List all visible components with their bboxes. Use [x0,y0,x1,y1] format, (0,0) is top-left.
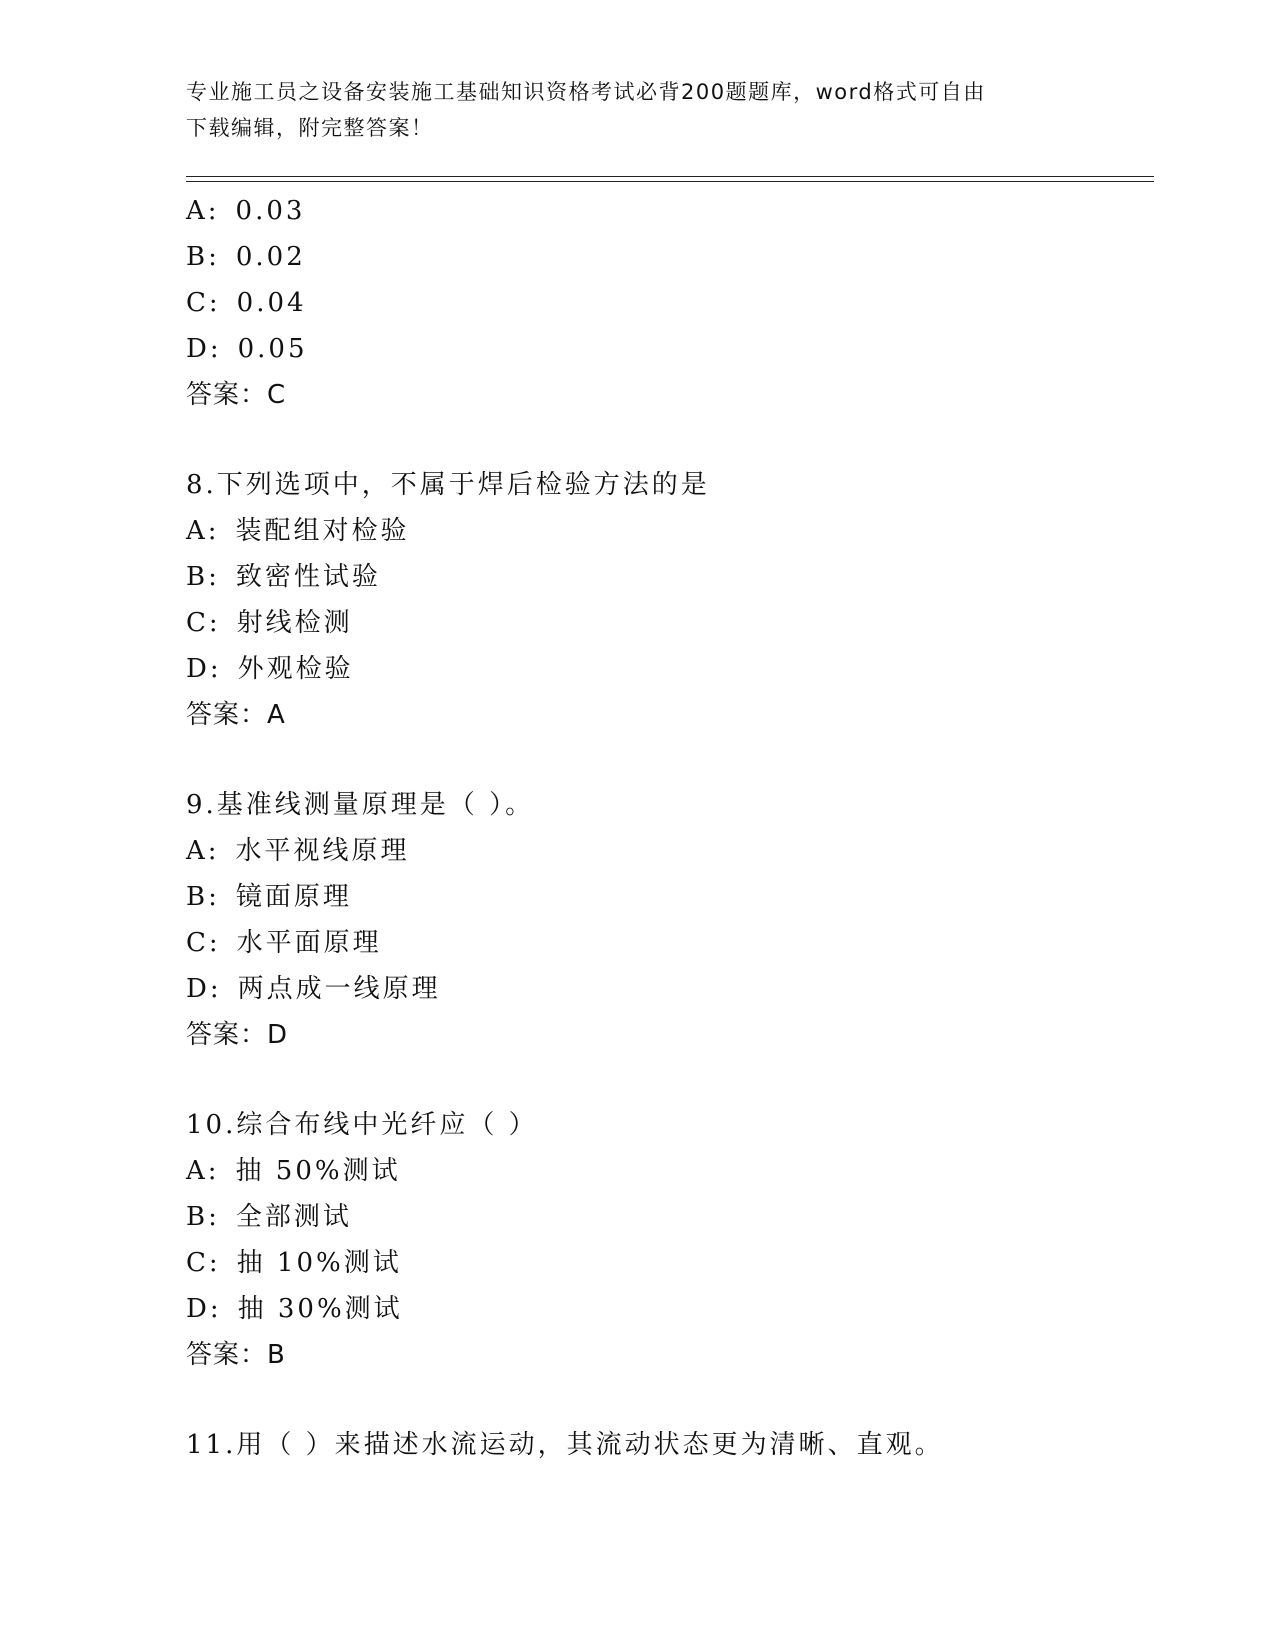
option-label: A: [186,516,220,546]
question-text: 11.用（ ）来描述水流运动，其流动状态更为清晰、直观。 [186,1430,944,1460]
option-c [186,600,1154,646]
option-text: 外观检验 [237,654,354,684]
option-text: 水平面原理 [236,928,382,958]
option-text: 致密性试验 [235,562,381,592]
option-text: 镜面原理 [235,882,352,912]
option-text: 抽 30%测试 [237,1294,403,1324]
option-text: 0.05 [237,334,308,364]
question-list [186,188,1154,1468]
option-b [186,874,1154,920]
option-d [186,1286,1154,1332]
option-b [186,1194,1154,1240]
option-label: A: [186,196,220,226]
option-label: A: [186,1156,220,1186]
option-text: 射线检测 [236,608,353,638]
option-label: D: [186,1294,222,1324]
question-7-block [186,188,1154,418]
answer-line: 答案：A [186,700,286,730]
option-a [186,508,1154,554]
option-label: D: [186,974,222,1004]
header-divider-bottom [186,181,1154,182]
document-header [186,74,1066,146]
question-text: 8.下列选项中，不属于焊后检验方法的是 [186,470,710,500]
option-d [186,326,1154,372]
option-label: B: [186,882,220,912]
option-a [186,828,1154,874]
option-b [186,554,1154,600]
option-text: 水平视线原理 [235,836,410,866]
option-label: D: [186,654,222,684]
question-text: 10.综合布线中光纤应（ ） [186,1110,538,1140]
option-c [186,280,1154,326]
option-label: C: [186,608,221,638]
option-c [186,1240,1154,1286]
option-text: 两点成一线原理 [237,974,441,1004]
option-b [186,234,1154,280]
option-text: 0.02 [235,242,306,272]
option-label: B: [186,1202,220,1232]
header-line-2: 下载编辑，附完整答案！ [186,116,434,140]
option-text: 抽 50%测试 [235,1156,401,1186]
answer-line: 答案：D [186,1020,289,1050]
option-text: 0.03 [235,196,306,226]
option-label: C: [186,928,221,958]
answer-line: 答案：B [186,1340,286,1370]
option-label: C: [186,288,221,318]
option-text: 抽 10%测试 [236,1248,402,1278]
question-11-block [186,1422,1154,1468]
option-a [186,188,1154,234]
question-text: 9.基准线测量原理是（ ）。 [186,790,535,820]
option-label: B: [186,562,220,592]
header-line-1: 专业施工员之设备安装施工基础知识资格考试必背200题题库，word格式可自由 [186,80,986,104]
option-label: A: [186,836,220,866]
option-text: 0.04 [236,288,307,318]
option-d [186,646,1154,692]
header-divider-top [186,176,1154,177]
option-text: 全部测试 [235,1202,352,1232]
answer-line: 答案：C [186,380,287,410]
question-9-block [186,782,1154,1058]
option-label: D: [186,334,222,364]
option-a [186,1148,1154,1194]
option-c [186,920,1154,966]
option-text: 装配组对检验 [235,516,410,546]
option-label: B: [186,242,220,272]
option-label: C: [186,1248,221,1278]
question-10-block [186,1102,1154,1378]
question-8-block [186,462,1154,738]
option-d [186,966,1154,1012]
